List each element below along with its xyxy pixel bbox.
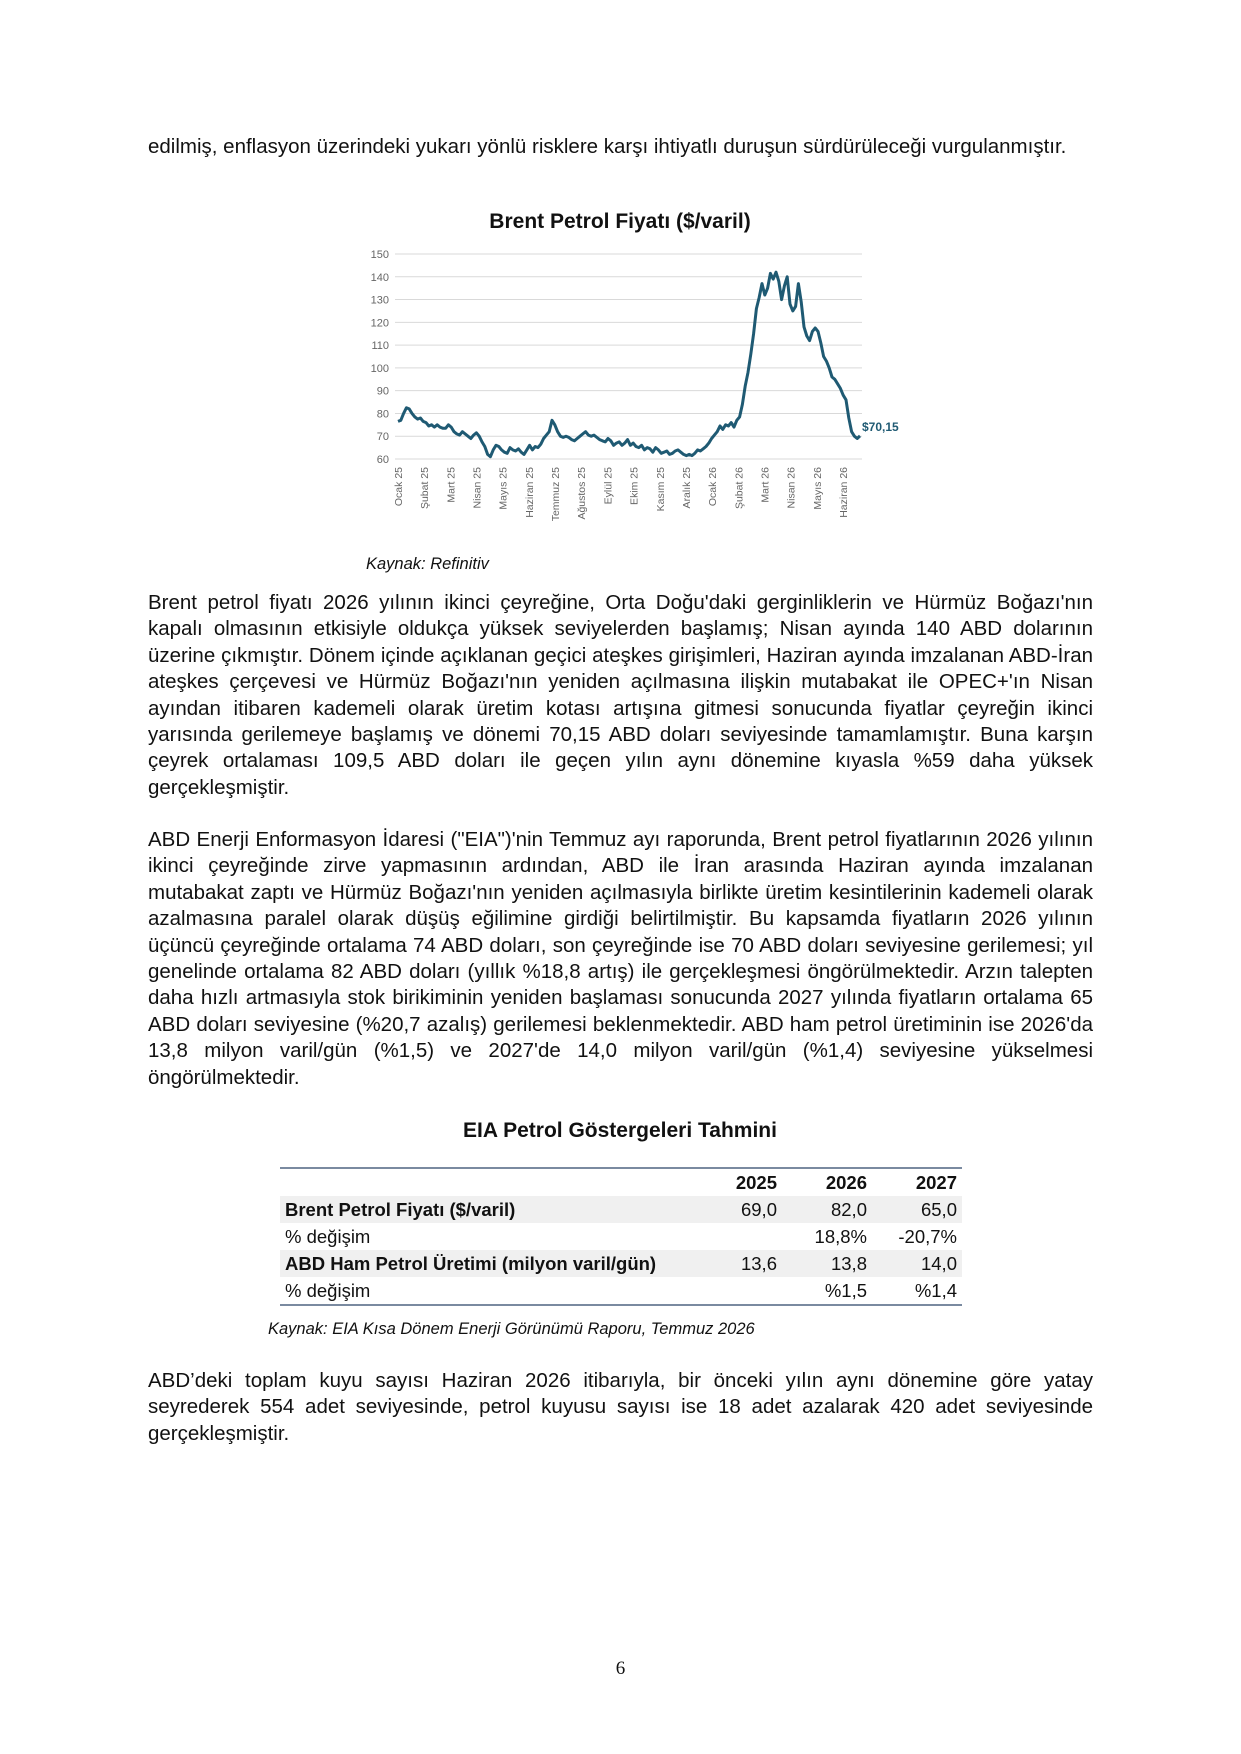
row-label: % değişim <box>285 1225 371 1247</box>
paragraph-eia: ABD Enerji Enformasyon İdaresi ("EIA")'nin Temmuz ayı raporunda, Brent petrol fiyatlarının 2026 yılının ikinci çeyreğinde zirve yapmasının ardından, ABD ile İran arasında Haziran ayında imzalanan mutabakat zaptı ve Hürmüz Boğazı'nın yeniden açılmasıyla birlikte üretim kesintilerinin kademeli olarak azalmasına paralel olarak düşüş eğilimine girdiği belirtilmiştir. Bu kapsamda fiyatların 2026 yılının üçüncü çeyreğinde ortalama 74 ABD doları, son çeyreğinde ise 70 ABD doları seviyesine gerilemesi; yıl genelinde ortalama 82 ABD doları (yıllık %18,8 artış) ile gerçekleşmesi öngörülmektedir. Arzın talepten daha hızlı artmasıyla stok birikiminin yeniden başlaması sonucunda 2027 yılında fiyatların ortalama 65 ABD doları seviyesine (%20,7 azalış) gerilemesi beklenmektedir. ABD ham petrol üretiminin ise 2026'da 13,8 milyon varil/gün (%1,5) ve 2027'de 14,0 milyon varil/gün (%1,4) seviyesine yükselmesi öngörülmektedir. <box>148 828 1093 1089</box>
cell-2027: -20,7% <box>898 1225 957 1247</box>
x-tick-label: Mart 25 <box>445 467 458 503</box>
cell-2026: 82,0 <box>782 1196 872 1223</box>
x-tick-label: Aralık 25 <box>680 467 693 509</box>
x-tick-label: Mayıs 26 <box>811 467 824 510</box>
cell-2025 <box>692 1223 782 1250</box>
y-tick-label: 60 <box>376 454 389 466</box>
table-row <box>280 1196 962 1223</box>
table-header-blank <box>280 1168 692 1196</box>
cell-2026: 13,8 <box>782 1250 872 1277</box>
chart-gridlines <box>395 254 862 459</box>
table-title: EIA Petrol Göstergeleri Tahmini <box>463 1119 777 1142</box>
x-tick-label: Ekim 25 <box>628 467 641 505</box>
last-value-label: $70,15 <box>862 419 899 434</box>
x-tick-label: Ocak 26 <box>707 467 720 507</box>
cell-2027: 65,0 <box>872 1196 962 1223</box>
x-tick-label: Nisan 26 <box>785 467 798 509</box>
table-header-2026: 2026 <box>825 1171 867 1193</box>
cell-2026: 18,8% <box>814 1225 867 1247</box>
table-header-row <box>280 1168 962 1196</box>
row-label: Brent Petrol Fiyatı ($/varil) <box>280 1196 692 1223</box>
brent-price-chart <box>350 240 910 540</box>
y-tick-label: 120 <box>370 317 389 330</box>
row-label: % değişim <box>285 1279 371 1301</box>
chart-x-axis <box>393 467 850 521</box>
y-tick-label: 70 <box>376 431 389 444</box>
y-tick-label: 110 <box>371 340 389 353</box>
x-tick-label: Ocak 25 <box>393 467 405 507</box>
chart-title: Brent Petrol Fiyatı ($/varil) <box>489 210 751 233</box>
x-tick-label: Haziran 26 <box>838 467 850 518</box>
cell-2027: %1,4 <box>914 1279 957 1301</box>
cell-2025: 13,6 <box>692 1250 782 1277</box>
table-row <box>280 1250 962 1277</box>
x-tick-label: Şubat 26 <box>733 467 746 510</box>
paragraph-brent: Brent petrol fiyatı 2026 yılının ikinci çeyreğine, Orta Doğu'daki gerginliklerin ve Hürmüz Boğazı'nın kapalı olmasının etkisiyle oldukça yüksek seviyelerden başlamış; Nisan ayında 140 ABD dolarının üzerine çıkmıştır. Dönem içinde açıklanan geçici ateşkes girişimleri, Haziran ayında imzalanan ABD-İran ateşkes çerçevesi ve Hürmüz Boğazı'nın yeniden açılmasına ilişkin mutabakat ile OPEC+'ın Nisan ayından itibaren kademeli olarak üretim kotası artışına gitmesi sonucunda fiyatlar çeyreğin ikinci yarısında gerilemeye başlamış ve dönemi 70,15 ABD doları seviyesinde tamamlamıştır. Buna karşın çeyrek ortalaması 109,5 ABD doları ile geçen yılın aynı dönemine kıyasla %59 daha yüksek gerçekleşmiştir. <box>148 591 1093 799</box>
paragraph-intro: edilmiş, enflasyon üzerindeki yukarı yönlü risklere karşı ihtiyatlı duruşun sürdürüleceği vurgulanmıştır. <box>148 135 1067 158</box>
table-row <box>280 1277 962 1305</box>
x-tick-label: Mayıs 25 <box>497 467 510 510</box>
cell-2025 <box>692 1277 782 1305</box>
table-row <box>280 1223 962 1250</box>
x-tick-label: Nisan 25 <box>471 467 484 509</box>
x-tick-label: Temmuz 25 <box>550 467 563 522</box>
x-tick-label: Şubat 25 <box>419 467 432 510</box>
paragraph-wells: ABD’deki toplam kuyu sayısı Haziran 2026 itibarıyla, bir önceki yılın aynı dönemine göre yatay seyrederek 554 adet seviyesinde, petrol kuyusu sayısı ise 18 adet azalarak 420 adet seviyesinde gerçekleşmiştir. <box>148 1369 1093 1445</box>
y-tick-label: 80 <box>376 408 389 421</box>
eia-indicators-table <box>280 1167 962 1306</box>
x-tick-label: Mart 26 <box>759 467 772 503</box>
y-tick-label: 140 <box>370 271 389 284</box>
y-tick-label: 150 <box>370 249 389 261</box>
x-tick-label: Ağustos 25 <box>576 467 589 520</box>
y-tick-label: 100 <box>370 362 389 375</box>
cell-2025: 69,0 <box>692 1196 782 1223</box>
table-source: Kaynak: EIA Kısa Dönem Enerji Görünümü Raporu, Temmuz 2026 <box>268 1320 755 1338</box>
chart-source: Kaynak: Refinitiv <box>366 555 489 573</box>
page-number: 6 <box>615 1658 626 1679</box>
row-label: ABD Ham Petrol Üretimi (milyon varil/gün) <box>280 1250 692 1277</box>
x-tick-label: Kasım 25 <box>654 467 667 512</box>
cell-2027: 14,0 <box>872 1250 962 1277</box>
x-tick-label: Eylül 25 <box>602 467 615 505</box>
y-tick-label: 90 <box>376 385 389 398</box>
x-tick-label: Haziran 25 <box>523 467 536 518</box>
chart-y-axis <box>371 249 389 466</box>
cell-2026: %1,5 <box>824 1279 867 1301</box>
table-header-2027: 2027 <box>915 1171 957 1193</box>
y-tick-label: 130 <box>370 294 389 307</box>
table-header-2025: 2025 <box>735 1171 777 1193</box>
